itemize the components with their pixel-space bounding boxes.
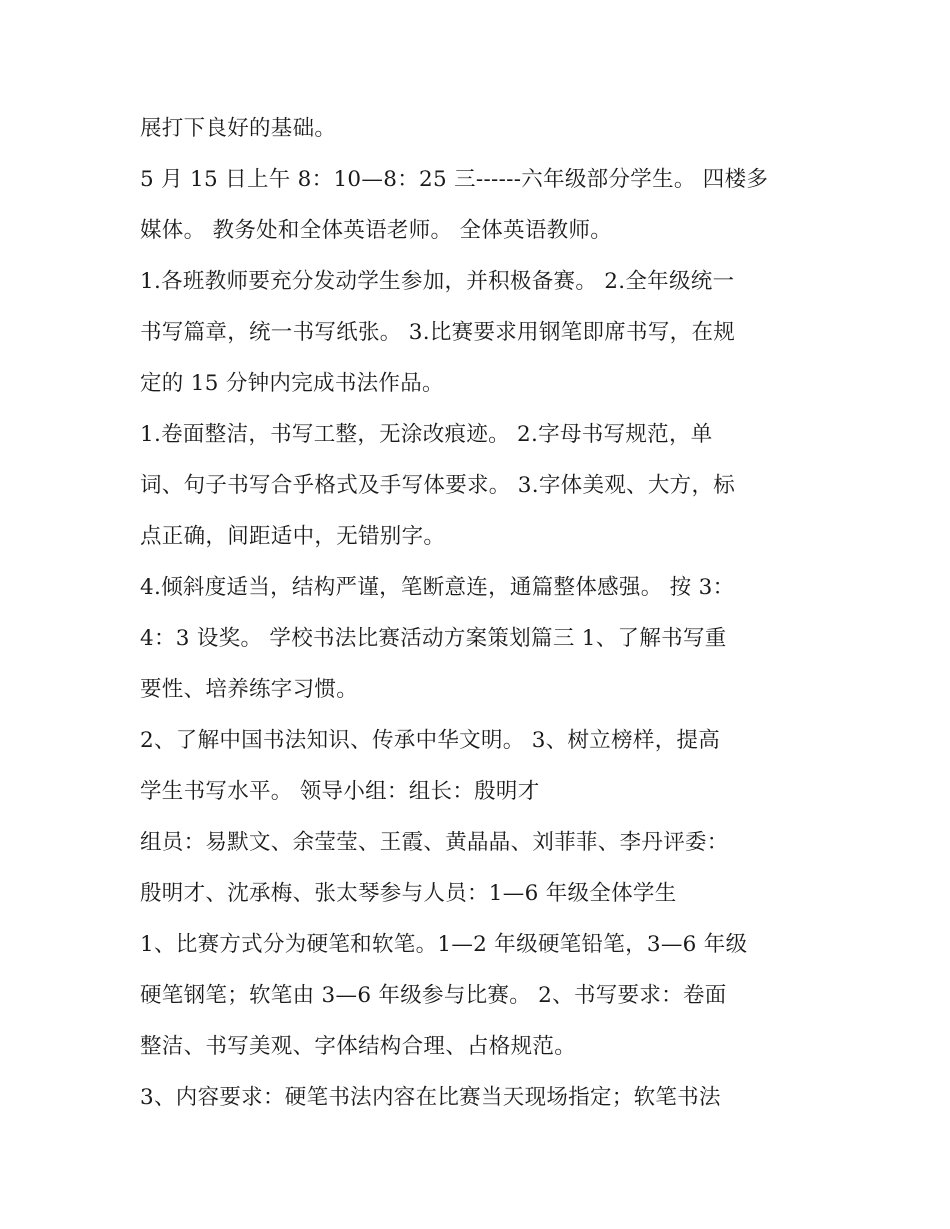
- text-line: 整洁、书写美观、字体结构合理、占格规范。: [140, 1034, 577, 1059]
- text-line: 展打下良好的基础。: [140, 116, 337, 141]
- text-line: 1、比赛方式分为硬笔和软笔。1—2 年级硬笔铅笔，3—6 年级: [140, 932, 748, 957]
- text-line: 组员：易默文、余莹莹、王霞、黄晶晶、刘菲菲、李丹评委：: [140, 830, 729, 855]
- text-line: 定的 15 分钟内完成书法作品。: [140, 371, 444, 396]
- text-line: 4：3 设奖。 学校书法比赛活动方案策划篇三 1、了解书写重: [140, 626, 727, 651]
- text-line: 媒体。 教务处和全体英语老师。 全体英语教师。: [140, 218, 613, 243]
- text-line: 词、句子书写合乎格式及手写体要求。 3.字体美观、大方，标: [140, 473, 736, 498]
- text-line: 要性、培养练字习惯。: [140, 677, 359, 702]
- text-line: 5 月 15 日上午 8：10—8：25 三------六年级部分学生。 四楼多: [140, 167, 769, 192]
- document-body: [140, 109, 820, 1129]
- text-line: 学生书写水平。 领导小组：组长：殷明才: [140, 779, 540, 804]
- text-line: 点正确，间距适中，无错别字。: [140, 524, 446, 549]
- text-line: 2、了解中国书法知识、传承中华文明。 3、树立榜样，提高: [140, 728, 721, 753]
- text-line: 殷明才、沈承梅、张太琴参与人员：1—6 年级全体学生: [140, 881, 677, 906]
- text-line: 1.各班教师要充分发动学生参加，并积极备赛。 2.全年级统一: [140, 269, 735, 294]
- text-line: 硬笔钢笔；软笔由 3—6 年级参与比赛。 2、书写要求：卷面: [140, 983, 727, 1008]
- text-line: 1.卷面整洁，书写工整，无涂改痕迹。 2.字母书写规范，单: [140, 422, 713, 447]
- text-line: 书写篇章，统一书写纸张。 3.比赛要求用钢笔即席书写，在规: [140, 320, 736, 345]
- text-line: 4.倾斜度适当，结构严谨，笔断意连，通篇整体感强。 按 3：: [140, 575, 735, 600]
- text-line: 3、内容要求：硬笔书法内容在比赛当天现场指定；软笔书法: [140, 1085, 721, 1110]
